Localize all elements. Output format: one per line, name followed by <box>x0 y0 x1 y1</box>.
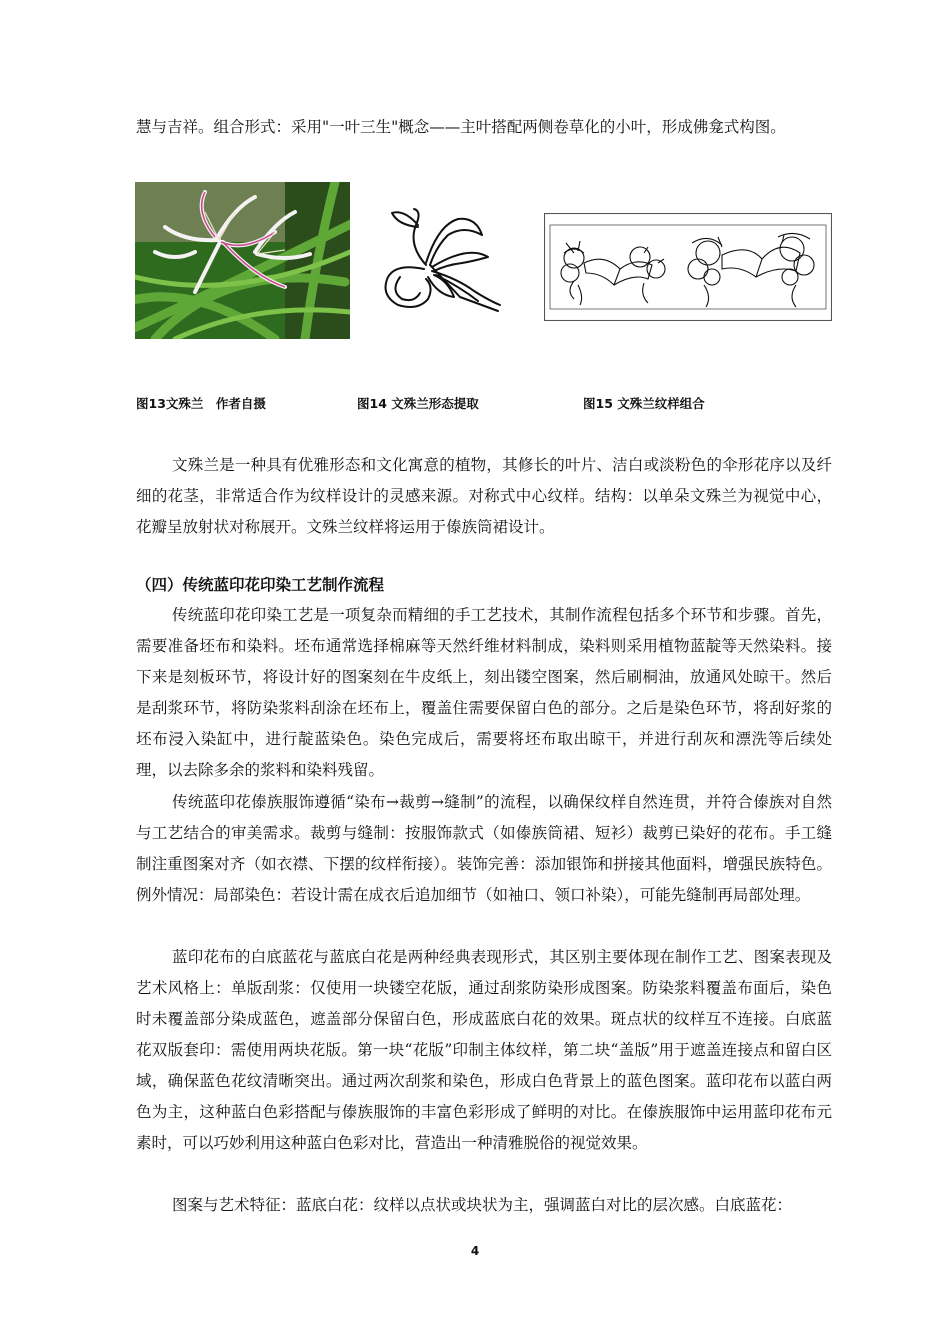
section-heading: （四）传统蓝印花印染工艺制作流程 <box>136 576 385 594</box>
crinum-paragraph: 文殊兰是一种具有优雅形态和文化寓意的植物，其修长的叶片、洁白或淡粉色的伞形花序以及纤细的花茎，非常适合作为纹样设计的灵感来源。对称式中心纹样。结构：以单朵文殊兰为视觉中心，花瓣呈放射状对称展开。文殊兰纹样将运用于傣族筒裙设计。 <box>136 456 832 536</box>
figure-14-caption: 图14 文殊兰形态提取 <box>357 396 479 411</box>
figure-13-caption: 图13文殊兰 作者自摄 <box>136 396 266 411</box>
printing-forms-paragraph: 蓝印花布的白底蓝花与蓝底白花是两种经典表现形式，其区别主要体现在制作工艺、图案表现及艺术风格上：单版刮浆：仅使用一块镂空花版，通过刮浆防染形成图案。防染浆料覆盖布面后，染色时未覆盖部分染成蓝色，遮盖部分保留白色，形成蓝底白花的效果。斑点状的纹样互不连接。白底蓝花双版套印：需使用两块花版。第一块“花版”印制主体纹样，第二块“盖版”用于遮盖连接点和留白区域，确保蓝色花纹清晰突出。通过两次刮浆和染色，形成白色背景上的蓝色图案。蓝印花布以蓝白两色为主，这种蓝白色彩搭配与傣族服饰的丰富色彩形成了鲜明的对比。在傣族服饰中运用蓝印花布元素时，可以巧妙利用这种蓝白色彩对比，营造出一种清雅脱俗的视觉效果。 <box>136 948 832 1152</box>
process-paragraph: 传统蓝印花印染工艺是一项复杂而精细的手工艺技术，其制作流程包括多个环节和步骤。首先，需要准备坯布和染料。坯布通常选择棉麻等天然纤维材料制成，染料则采用植物蓝靛等天然染料。接下来是刻板环节，将设计好的图案刻在牛皮纸上，刻出镂空图案，然后刷桐油，放通风处晾干。然后是刮浆环节，将防染浆料刮涂在坯布上，覆盖住需要保留白色的部分。之后是染色环节，将刮好浆的坯布浸入染缸中，进行靛蓝染色。染色完成后，需要将坯布取出晾干，并进行刮灰和漂洗等后续处理，以去除多余的浆料和染料残留。 <box>136 606 832 779</box>
art-features-paragraph: 图案与艺术特征：蓝底白花：纹样以点状或块状为主，强调蓝白对比的层次感。白底蓝花： <box>172 1196 793 1214</box>
crinum-line-art <box>378 205 504 315</box>
dai-clothing-paragraph: 传统蓝印花傣族服饰遵循“染布→裁剪→缝制”的流程，以确保纹样自然连贯，并符合傣族对自然与工艺结合的审美需求。裁剪与缝制：按服饰款式（如傣族筒裙、短衫）裁剪已染好的花布。手工缝制注重图案对齐（如衣襟、下摆的纹样衔接）。装饰完善：添加银饰和拼接其他面料，增强民族特色。例外情况：局部染色：若设计需在成衣后追加细节（如袖口、领口补染），可能先缝制再局部处理。 <box>136 793 832 904</box>
crinum-photo-drawing <box>135 182 350 339</box>
page-number: 4 <box>470 1244 480 1258</box>
figure-15-caption: 图15 文殊兰纹样组合 <box>583 396 705 411</box>
crinum-pattern-panel <box>544 213 832 321</box>
crinum-pattern-art <box>544 213 832 321</box>
intro-paragraph: 慧与吉祥。组合形式：采用"一叶三生"概念——主叶搭配两侧卷草化的小叶，形成佛龛式构图。 <box>136 118 786 136</box>
crinum-line-drawing <box>378 205 504 315</box>
crinum-photo <box>135 182 350 339</box>
